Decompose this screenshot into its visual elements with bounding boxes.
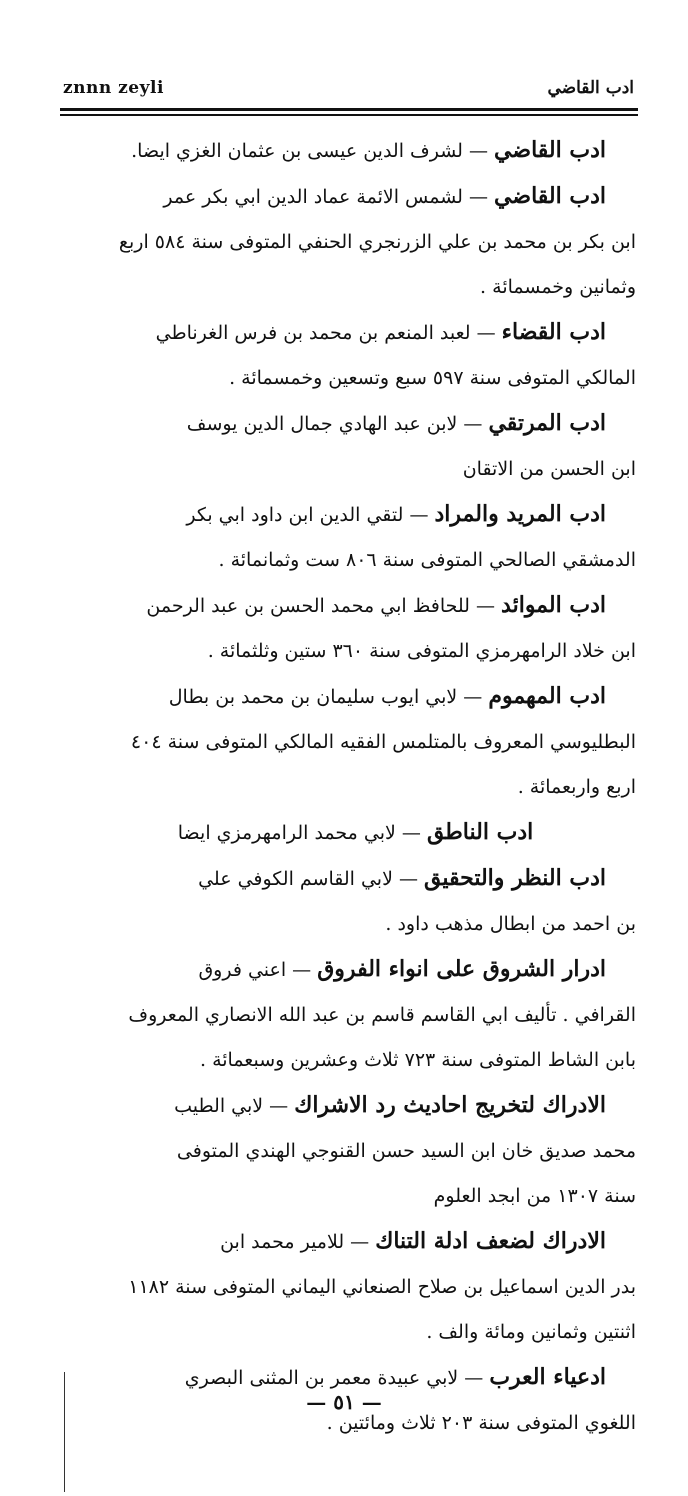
entry-first-line xyxy=(75,310,636,356)
entry-text: — لابي القاسم الكوفي علي xyxy=(198,868,425,890)
entry-continuation-line xyxy=(75,765,636,810)
bibliography-entry xyxy=(75,401,636,492)
entry-first-line xyxy=(75,947,636,993)
entry-title: ادرار الشروق على انواء الفروق xyxy=(317,956,606,982)
entry-first-line xyxy=(75,174,636,220)
bibliography-entry xyxy=(75,810,636,856)
entry-title: ادب القاضي xyxy=(494,183,606,209)
entry-text: — لشمس الائمة عماد الدين ابي بكر عمر xyxy=(163,186,495,208)
entry-title: ادب المريد والمراد xyxy=(434,501,606,527)
entry-text: المالكي المتوفى سنة ٥٩٧ سبع وتسعين وخمسمائة . xyxy=(229,367,636,389)
entry-text: بن احمد من ابطال مذهب داود . xyxy=(385,913,636,935)
header-rule-thick xyxy=(60,108,638,111)
bibliography-entry xyxy=(75,492,636,583)
entry-text: — للحافظ ابي محمد الحسن بن عبد الرحمن xyxy=(146,595,502,617)
entry-title: ادب النظر والتحقيق xyxy=(424,865,606,891)
entry-first-line xyxy=(75,401,636,447)
entry-continuation-line xyxy=(75,538,636,583)
bibliography-entry xyxy=(75,1083,636,1219)
entry-continuation-line xyxy=(75,220,636,265)
entry-text: محمد صديق خان ابن السيد حسن القنوجي الهندي المتوفى xyxy=(176,1140,636,1162)
entry-title: الادراك لتخريج احاديث رد الاشراك xyxy=(294,1092,606,1118)
entry-first-line xyxy=(75,128,636,174)
entry-text: اللغوي المتوفى سنة ٢٠٣ ثلاث ومائتين . xyxy=(326,1412,636,1434)
entry-text: بابن الشاط المتوفى سنة ٧٢٣ ثلاث وعشرين وسبعمائة . xyxy=(199,1049,636,1071)
bibliography-entry xyxy=(75,174,636,310)
entry-title: ادب الناطق xyxy=(426,819,534,845)
entry-text: ابن بكر بن محمد بن علي الزرنجري الحنفي المتوفى سنة ٥٨٤ اربع xyxy=(118,231,636,253)
entry-continuation-line xyxy=(75,265,636,310)
entry-title: ادب المهموم xyxy=(488,683,606,709)
bibliography-entry xyxy=(75,310,636,401)
entry-text: بدر الدين اسماعيل بن صلاح الصنعاني اليماني المتوفى سنة ١١٨٢ xyxy=(128,1276,636,1298)
entry-first-line xyxy=(75,492,636,538)
entry-continuation-line xyxy=(75,902,636,947)
entry-title: ادب القضاء xyxy=(501,319,606,345)
entry-text: — لعبد المنعم بن محمد بن فرس الغرناطي xyxy=(155,322,502,344)
entry-first-line xyxy=(75,1219,636,1265)
entry-first-line xyxy=(75,1083,636,1129)
entry-text: الدمشقي الصالحي المتوفى سنة ٨٠٦ ست وثمانمائة . xyxy=(218,549,636,571)
bibliography-entry xyxy=(75,1219,636,1355)
entries-list xyxy=(75,128,636,1446)
entry-text: — لابي الطيب xyxy=(174,1095,295,1117)
entry-continuation-line xyxy=(75,1310,636,1355)
entry-text: اربع واربعمائة . xyxy=(517,776,636,798)
entry-title: ادب الموائد xyxy=(501,592,606,618)
entry-first-line xyxy=(75,810,636,856)
entry-text: — اعني فروق xyxy=(198,959,318,981)
entry-text: اثنتين وثمانين ومائة والف . xyxy=(426,1321,636,1343)
entry-text: وثمانين وخمسمائة . xyxy=(480,276,636,298)
entry-continuation-line xyxy=(75,629,636,674)
entry-continuation-line xyxy=(75,447,636,492)
bibliography-entry xyxy=(75,856,636,947)
entry-text: — لشرف الدين عيسى بن عثمان الغزي ايضا. xyxy=(131,140,495,162)
entry-text: — لابي محمد الرامهرمزي ايضا xyxy=(177,822,427,844)
entry-text: ابن خلاد الرامهرمزي المتوفى سنة ٣٦٠ ستين وثلثمائة . xyxy=(207,640,636,662)
entry-text: سنة ١٣٠٧ من ابجد العلوم xyxy=(433,1185,636,1207)
entry-text: — للامير محمد ابن xyxy=(220,1231,376,1253)
entry-title: ادب المرتقي xyxy=(488,410,606,436)
entry-text: القرافي . تأليف ابي القاسم قاسم بن عبد الله الانصاري المعروف xyxy=(128,1004,636,1026)
entry-continuation-line xyxy=(75,1038,636,1083)
page-number: — ٥١ — xyxy=(306,1390,382,1414)
entry-text: — لتقي الدين ابن داود ابي بكر xyxy=(186,504,435,526)
entry-title: ادب القاضي xyxy=(494,137,606,163)
entry-title: الادراك لضعف ادلة التناك xyxy=(375,1228,606,1254)
running-header-right: ادب القاضي xyxy=(547,78,634,98)
entry-text: — لابي ايوب سليمان بن محمد بن بطال xyxy=(168,686,489,708)
bibliography-entry xyxy=(75,947,636,1083)
entry-first-line xyxy=(75,583,636,629)
entry-text: ابن الحسن من الاتقان xyxy=(462,458,636,480)
entry-continuation-line xyxy=(75,1129,636,1174)
bibliography-entry xyxy=(75,128,636,174)
entry-text: — لابن عبد الهادي جمال الدين يوسف xyxy=(186,413,489,435)
entry-first-line xyxy=(75,856,636,902)
bibliography-entry xyxy=(75,674,636,810)
entry-text: — لابي عبيدة معمر بن المثنى البصري xyxy=(184,1367,490,1389)
running-header-left: znnn zeyli xyxy=(63,78,164,98)
entry-continuation-line xyxy=(75,1265,636,1310)
entry-first-line xyxy=(75,674,636,720)
entry-continuation-line xyxy=(75,993,636,1038)
bibliography-entry xyxy=(75,583,636,674)
entry-continuation-line xyxy=(75,720,636,765)
header-rule-thin xyxy=(60,114,638,116)
entry-continuation-line xyxy=(75,1174,636,1219)
entry-continuation-line xyxy=(75,356,636,401)
entry-title: ادعياء العرب xyxy=(489,1364,606,1390)
entry-text: البطليوسي المعروف بالمتلمس الفقيه المالكي المتوفى سنة ٤٠٤ xyxy=(130,731,636,753)
